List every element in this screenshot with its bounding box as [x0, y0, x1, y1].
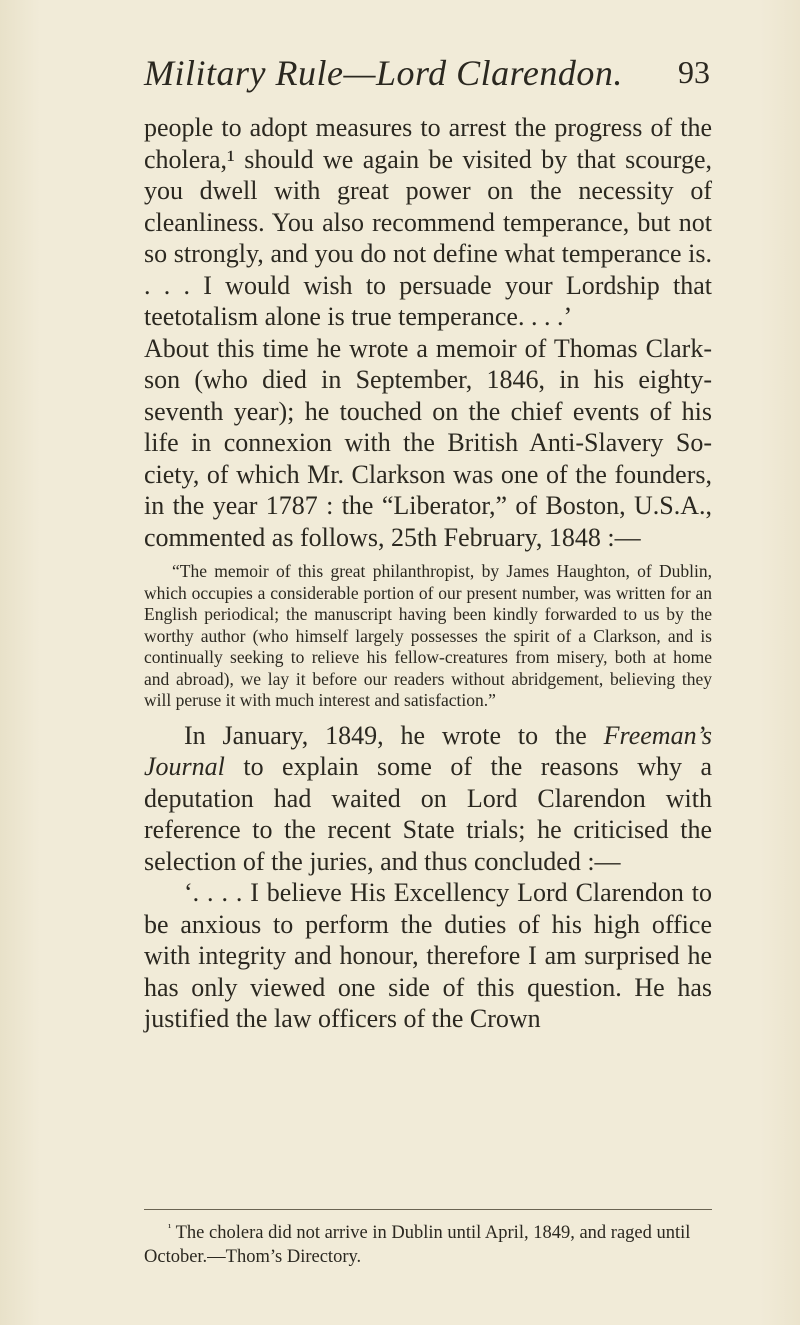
footnote — [144, 1222, 712, 1269]
page-header — [144, 52, 710, 96]
main-text — [144, 112, 712, 1035]
footnote-text: The cholera did not arrive in Dublin until April, 1849, and raged until October.—Thom’s Directory. — [144, 1223, 691, 1267]
footnote-divider — [144, 1209, 712, 1210]
running-head: Military Rule—Lord Clarendon. — [144, 53, 623, 93]
paragraph-3-after: to explain some of the reasons why a deputation had waited on Lord Clarendon with reference to the recent State trials; he criticised the selection of the juries, and thus concluded :— — [144, 752, 712, 876]
footnote-marker: ¹ — [168, 1221, 172, 1234]
paragraph-3-before: In January, 1849, he wrote to the — [184, 720, 604, 750]
paragraph-2: About this time he wrote a memoir of Thomas Clarkson (who died in September, 1846, in his eighty-seventh year); he touched on the chief events of his life in connexion with the British Anti-Slavery Society, of which Mr. Clarkson was one of the founders, in the year 1787 : the “Liberator,” of Boston, U.S.A., commented as follows, 25th February, 1848 :— — [144, 333, 712, 552]
block-quote: “The memoir of this great philanthropist, by James Haughton, of Dublin, which occupies a considerable portion of our present number, was written for an English periodical; the manuscript having been kindly forwarded to us by the worthy author (who himself largely possesses the spirit of a Clarkson, and is continually seeking to relieve his fellow-creatures from misery, both at home and abroad), we lay it before our readers without abridgement, believing they will peruse it with much interest and satisfaction.” — [144, 561, 712, 710]
page-number: 93 — [678, 54, 710, 90]
paragraph-3 — [144, 720, 712, 878]
newspaper-title: Freeman’s Journal — [144, 720, 712, 781]
paragraph-1: people to adopt measures to arrest the progress of the cholera,¹ should we again be visited by that scourge, you dwell with great power on the necessity of cleanliness. You also recommend temperance, but not so strongly, and you do not define what temperance is. . . . I would wish to persuade your Lordship that teetotalism alone is true temperance. . . .’ — [144, 113, 712, 331]
paragraph-4: ‘. . . . I believe His Excellency Lord Clarendon to be anxious to perform the duties of his high office with integrity and honour, therefore I am surprised he has only viewed one side of this question. He has justified the law officers of the Crown — [144, 878, 712, 1033]
